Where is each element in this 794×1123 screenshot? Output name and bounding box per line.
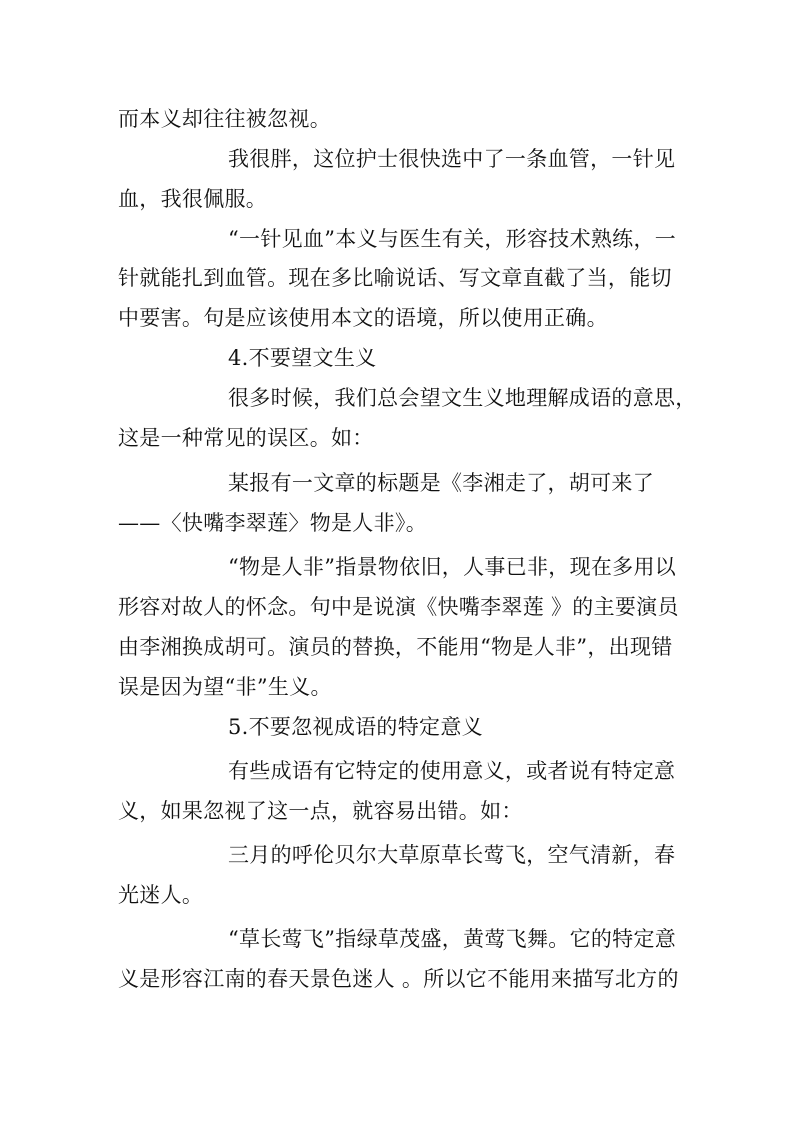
text-line: 形容对故人的怀念。句中是说演《快嘴李翠莲 》的主要演员: [118, 595, 679, 619]
text-line: 有些成语有它特定的使用意义，或者说有特定意: [228, 759, 676, 783]
text-line: 这是一种常见的误区。如：: [118, 426, 374, 450]
text-line: 血，我很佩服。: [118, 187, 268, 211]
text-line: 光迷人。: [118, 883, 204, 907]
text-line: 三月的呼伦贝尔大草原草长莺飞，空气清新，春: [228, 843, 676, 867]
text-line: 某报有一文章的标题是《李湘走了，胡可来了: [228, 471, 654, 495]
text-line: 而本义却往往被忽视。: [118, 107, 331, 131]
text-line: 中要害。句是应该使用本文的语境，所以使用正确。: [118, 306, 608, 330]
section-heading: 4.不要望文生义: [228, 346, 377, 370]
text-line: 由李湘换成胡可。演员的替换，不能用“物是人非”，出现错: [118, 635, 673, 659]
text-line: 很多时候，我们总会望文生义地理解成语的意思，: [228, 386, 697, 410]
text-line: 义，如果忽视了这一点，就容易出错。如：: [118, 799, 523, 823]
text-line: “草长莺飞”指绿草茂盛，黄莺飞舞。它的特定意: [228, 927, 677, 951]
text-line: 我很胖，这位护士很快选中了一条血管，一针见: [228, 147, 676, 171]
text-line: ——〈快嘴李翠莲〉物是人非》。: [118, 511, 427, 535]
text-line: “物是人非”指景物依旧，人事已非，现在多用以: [228, 555, 677, 579]
text-line: “一针见血”本义与医生有关，形容技术熟练，一: [228, 227, 677, 251]
text-line: 义是形容江南的春天景色迷人 。所以它不能用来描写北方的: [118, 967, 679, 991]
text-line: 误是因为望“非”生义。: [118, 675, 332, 699]
section-heading: 5.不要忽视成语的特定意义: [228, 715, 483, 739]
text-line: 针就能扎到血管。现在多比喻说话、写文章直截了当，能切: [118, 266, 672, 290]
